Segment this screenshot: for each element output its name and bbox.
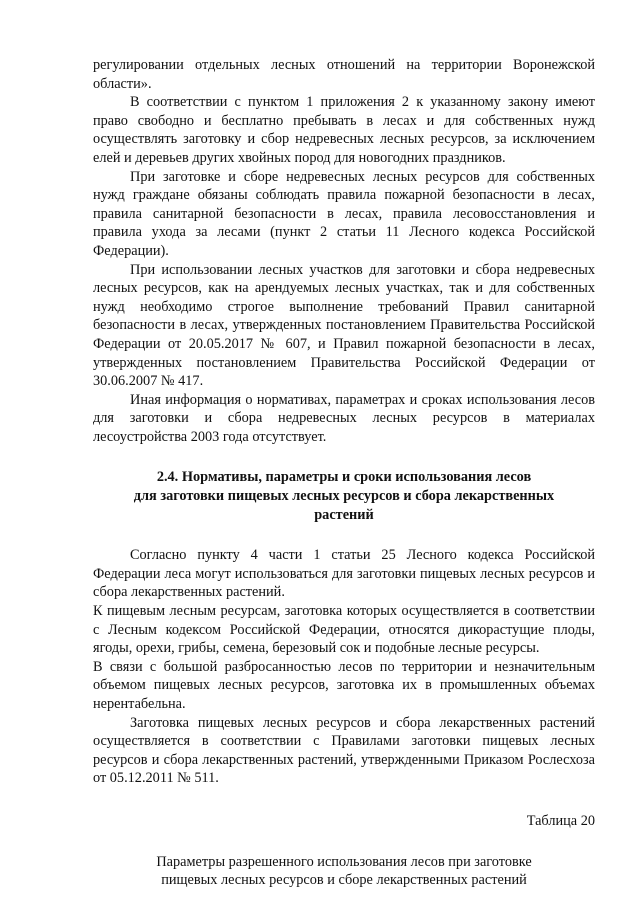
paragraph-harvest-rules: Заготовка пищевых лесных ресурсов и сбора лекарственных растений осуществляется в соответствии с Правилами заготовки пищевых лесных ресурсов и сбора лекарственных растений, утвержденными Приказом Рослесхоза от 05.12.2011 № 511. xyxy=(93,714,595,787)
paragraph-forest-code-article: Согласно пункту 4 части 1 статьи 25 Лесного кодекса Российской Федерации леса могут использоваться для заготовки пищевых лесных ресурсов и сбора лекарственных растений. xyxy=(93,547,595,601)
section-heading-line-3: растений xyxy=(314,506,374,523)
paragraph-food-resources-definition: К пищевым лесным ресурсам, заготовка которых осуществляется в соответствии с Лесным кодексом Российской Федерации, относятся дикорастущие плоды, ягоды, орехи, грибы, семена, березовый сок и подобные лесные ресурсы. xyxy=(93,603,595,657)
paragraph-free-use-rights: В соответствии с пунктом 1 приложения 2 к указанному закону имеют право свободно и бесплатно пребывать в лесах и для собственных нужд осуществлять заготовку и сбор недревесных лесных ресурсов, за исключением елей и деревьев других хвойных пород для новогодних праздников. xyxy=(93,94,595,166)
section-heading-line-2: для заготовки пищевых лесных ресурсов и сбора лекарственных xyxy=(133,488,555,505)
paragraph-other-information: Иная информация о нормативах, параметрах и сроках использования лесов для заготовки и сбора недревесных лесных ресурсов в материалах лесоустройства 2003 года отсутствует. xyxy=(93,391,595,445)
paragraph-sanitary-requirements: При использовании лесных участков для заготовки и сбора недревесных лесных ресурсов, как на арендуемых лесных участках, так и для собственных нужд необходимо строгое выполнение требований Правил санитарной безопасности в лесах, утвержденных постановлением Правительства Российской Федерации от 20.05.2017 № 607, и Правил пожарной безопасности в лесах, утвержденных постановлением Правительства Российской Федерации от 30.06.2007 № 417. xyxy=(93,261,595,390)
paragraph-unprofitable-harvest: В связи с большой разбросанностью лесов по территории и незначительным объемом пищевых лесных ресурсов, заготовка их в промышленных объемах нерентабельна. xyxy=(93,658,595,712)
table-caption xyxy=(93,853,595,890)
table-caption-line-2: пищевых лесных ресурсов и сборе лекарственных растений xyxy=(161,872,527,889)
section-heading-line-1: 2.4. Нормативы, параметры и сроки использования лесов xyxy=(156,469,532,486)
section-heading xyxy=(93,468,595,524)
table-caption-line-1: Параметры разрешенного использования лесов при заготовке xyxy=(156,853,532,870)
paragraph-intro-continuation: регулировании отдельных лесных отношений на территории Воронежской области». xyxy=(93,57,595,92)
paragraph-safety-rules: При заготовке и сборе недревесных лесных ресурсов для собственных нужд граждане обязаны соблюдать правила пожарной безопасности в лесах, правила санитарной безопасности в лесах, правила лесовосстановления и правила ухода за лесами (пункт 2 статьи 11 Лесного кодекса Российской Федерации). xyxy=(93,168,595,259)
table-label: Таблица 20 xyxy=(526,812,595,829)
document-page xyxy=(93,56,595,890)
